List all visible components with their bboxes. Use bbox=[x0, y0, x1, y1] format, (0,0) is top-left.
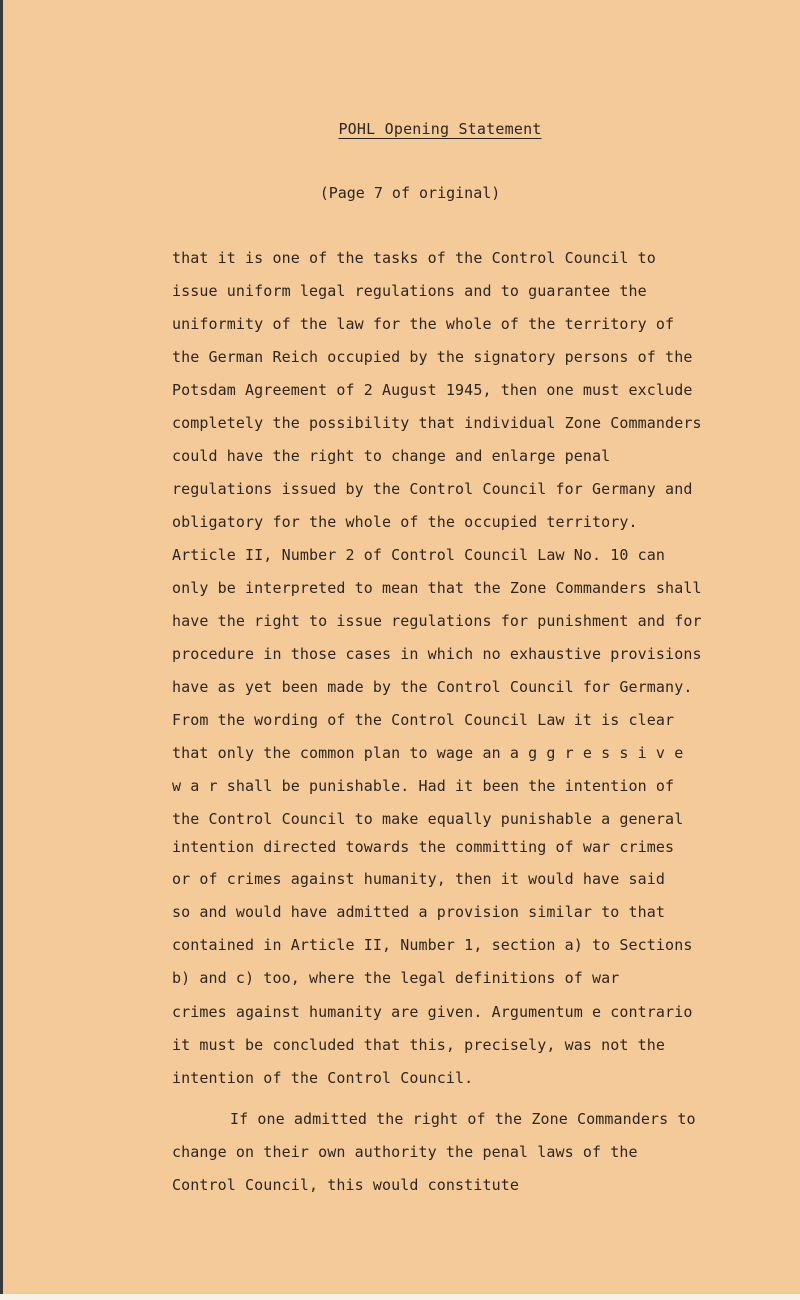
text-line: could have the right to change and enlarge penal bbox=[172, 447, 611, 465]
text-line: regulations issued by the Control Council for Germany and bbox=[172, 480, 693, 498]
text-line: Control Council, this would constitute bbox=[172, 1176, 519, 1194]
text-line: it must be concluded that this, precisely, was not the bbox=[172, 1036, 666, 1054]
text-line: b) and c) too, where the legal definitions of war bbox=[172, 969, 620, 987]
text-line: issue uniform legal regulations and to guarantee the bbox=[172, 282, 647, 300]
text-line: intention directed towards the committing of war crimes bbox=[172, 838, 675, 856]
text-line: change on their own authority the penal laws of the bbox=[172, 1143, 638, 1161]
text-line: uniformity of the law for the whole of the territory of bbox=[172, 315, 675, 333]
text-line: so and would have admitted a provision similar to that bbox=[172, 903, 666, 921]
text-line: procedure in those cases in which no exhaustive provisions bbox=[172, 645, 702, 663]
text-line: From the wording of the Control Council Law it is clear bbox=[172, 711, 675, 729]
text-line: have the right to issue regulations for punishment and for bbox=[172, 612, 702, 630]
text-line: Potsdam Agreement of 2 August 1945, then one must exclude bbox=[172, 381, 693, 399]
text-line: crimes against humanity are given. Argumentum e contrario bbox=[172, 1003, 693, 1021]
text-line: the Control Council to make equally punishable a general bbox=[172, 810, 684, 828]
page-bottom-edge bbox=[0, 1294, 800, 1300]
text-line: or of crimes against humanity, then it would have said bbox=[172, 870, 666, 888]
text-line: that it is one of the tasks of the Control Council to bbox=[172, 249, 656, 267]
text-line: obligatory for the whole of the occupied territory. bbox=[172, 513, 638, 531]
text-line: w a r shall be punishable. Had it been the intention of bbox=[172, 777, 675, 795]
document-title: POHL Opening Statement bbox=[338, 120, 542, 138]
text-line: If one admitted the right of the Zone Commanders to bbox=[230, 1110, 696, 1128]
text-line: completely the possibility that individual Zone Commanders bbox=[172, 414, 702, 432]
text-line: contained in Article II, Number 1, section a) to Sections bbox=[172, 936, 693, 954]
text-line: Article II, Number 2 of Control Council Law No. 10 can bbox=[172, 546, 666, 564]
text-line: intention of the Control Council. bbox=[172, 1069, 474, 1087]
text-line: the German Reich occupied by the signatory persons of the bbox=[172, 348, 693, 366]
page-label: (Page 7 of original) bbox=[319, 184, 501, 202]
text-line: that only the common plan to wage an a g g r e s s i v e bbox=[172, 744, 684, 762]
text-line: have as yet been made by the Control Council for Germany. bbox=[172, 678, 693, 696]
text-line: only be interpreted to mean that the Zone Commanders shall bbox=[172, 579, 702, 597]
